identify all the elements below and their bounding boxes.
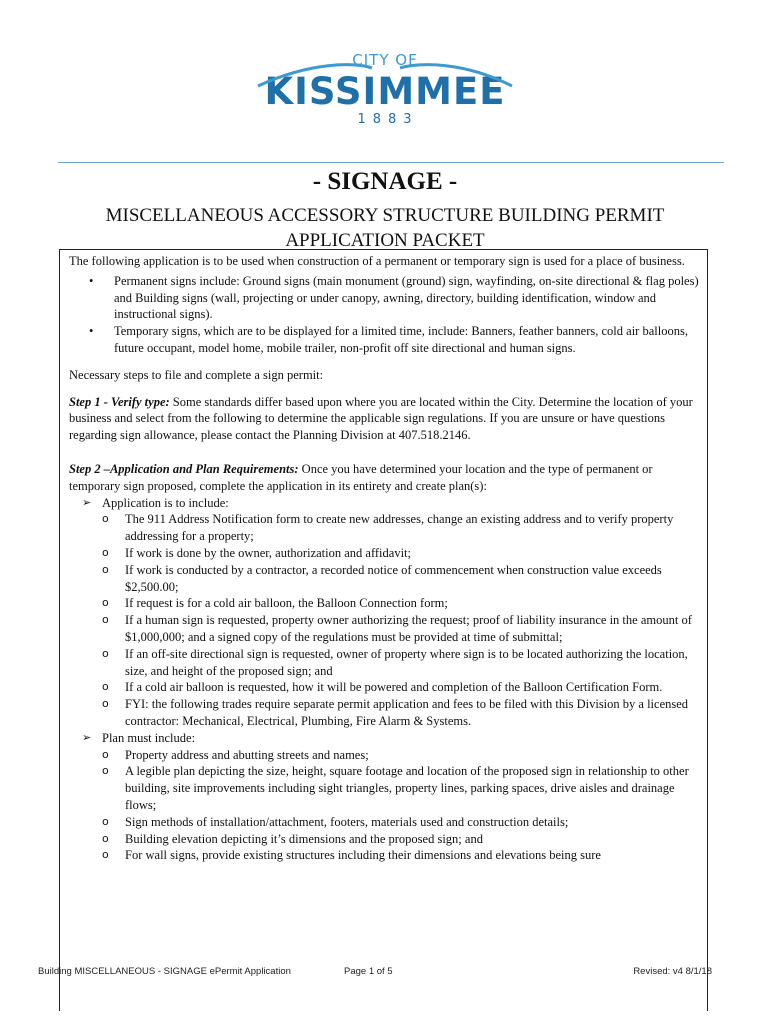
logo-year: 1883 [357,112,419,127]
circle-bullet-icon: o [102,562,109,576]
list-item: o If an off-site directional sign is requested, owner of property where sign is to be located authorizing the location, size, and height of the proposed sign; and [102,646,688,678]
footer-document-name: Building MISCELLANEOUS - SIGNAGE ePermit Application [38,966,291,977]
circle-bullet-icon: o [102,613,109,627]
header-divider [58,162,724,163]
subtitle-line-1: MISCELLANEOUS ACCESSORY STRUCTURE BUILDING PERMIT [105,205,665,226]
step-1-label: Step 1 - Verify type: [69,394,170,409]
circle-bullet-icon: o [102,512,109,526]
intro-paragraph: The following application is to be used when construction of a permanent or temporary sign is used for a place of business. [69,254,685,268]
circle-bullet-icon: o [102,596,109,610]
circle-bullet-icon: o [102,646,109,660]
step-2-paragraph [69,461,701,495]
circle-bullet-icon: o [102,747,109,761]
list-item: o If work is done by the owner, authorization and affidavit; [102,545,411,560]
list-item: o If a human sign is requested, property owner authorizing the request; proof of liability insurance in the amount of $1,000,000; and a signed copy of the regulations must be provided at time of submittal; [102,613,692,644]
step-2-text: Once you have determined your location and the type of permanent or temporary sign proposed, complete the application in its entirety and create plan(s): [69,461,653,493]
document-body [69,253,701,864]
circle-bullet-icon: o [102,764,109,778]
city-logo [0,52,770,128]
list-item: • Permanent signs include: Ground signs (main monument (ground) sign, wayfinding, on-site directional & flag poles) and Building signs (wall, projecting or under canopy, awning, directory, building identification, window and instructional signs). [69,273,701,323]
list-item: o If work is conducted by a contractor, a recorded notice of commencement when construction value exceeds $2,500.00; [102,562,662,594]
step-1-paragraph [69,394,701,444]
list-item: o FYI: the following trades require separate permit application and fees to be filed with this Division by a licensed contractor: Mechanical, Electrical, Plumbing, Fire Alarm & Systems. [102,697,689,728]
footer-revision: Revised: v4 8/1/18 [633,966,712,977]
subtitle-line-2: APPLICATION PACKET [285,230,485,251]
application-heading: ➢ Application is to include: [82,495,229,510]
list-item: o Property address and abutting streets and names; [102,747,369,762]
list-item: o Building elevation depicting it’s dimensions and the proposed sign; and [102,831,483,846]
circle-bullet-icon: o [102,848,109,862]
list-item: o Sign methods of installation/attachment, footers, materials used and construction details; [102,814,569,829]
list-item: o If request is for a cold air balloon, the Balloon Connection form; [102,596,448,611]
circle-bullet-icon: o [102,680,109,694]
arrow-bullet-icon: ➢ [82,730,92,744]
step-2-label: Step 2 –Application and Plan Requirements: [69,461,299,476]
arrow-bullet-icon: ➢ [82,495,92,509]
list-item: o For wall signs, provide existing structures including their dimensions and elevations being sure [102,848,601,863]
circle-bullet-icon: o [102,831,109,845]
circle-bullet-icon: o [102,697,109,711]
circle-bullet-icon: o [102,814,109,828]
list-item: o The 911 Address Notification form to create new addresses, change an existing address and to verify property addressing for a property; [102,512,674,544]
plan-heading: ➢ Plan must include: [82,730,196,745]
list-item: o A legible plan depicting the size, height, square footage and location of the proposed sign in relationship to other building, site improvements including sight triangles, property lines, parking spaces, drive aisles and drainage flows; [102,764,689,812]
list-item: o If a cold air balloon is requested, how it will be powered and completion of the Balloon Certification Form. [102,680,663,695]
step-1-text: Some standards differ based upon where you are located within the City. Determine the location of your business and select from the following to determine the applicable sign regulations. If you are unsure or have questions regarding sign allowance, please contact the Planning Division at 407.518.2146. [69,394,693,443]
page-title: - SIGNAGE - [312,168,458,195]
logo-name: KISSIMMEE [264,70,506,113]
sign-type-list [69,273,701,357]
circle-bullet-icon: o [102,545,109,559]
steps-intro: Necessary steps to file and complete a sign permit: [69,367,324,382]
footer-page-number: Page 1 of 5 [344,966,393,977]
page-subtitle [0,203,770,253]
logo-city-of: CITY OF [352,51,418,69]
list-item: • Temporary signs, which are to be displayed for a limited time, include: Banners, feather banners, cold air balloons, future occupant, model home, mobile trailer, non-profit off site directional and human signs. [69,323,701,357]
logo-swoosh-icon [250,56,520,96]
